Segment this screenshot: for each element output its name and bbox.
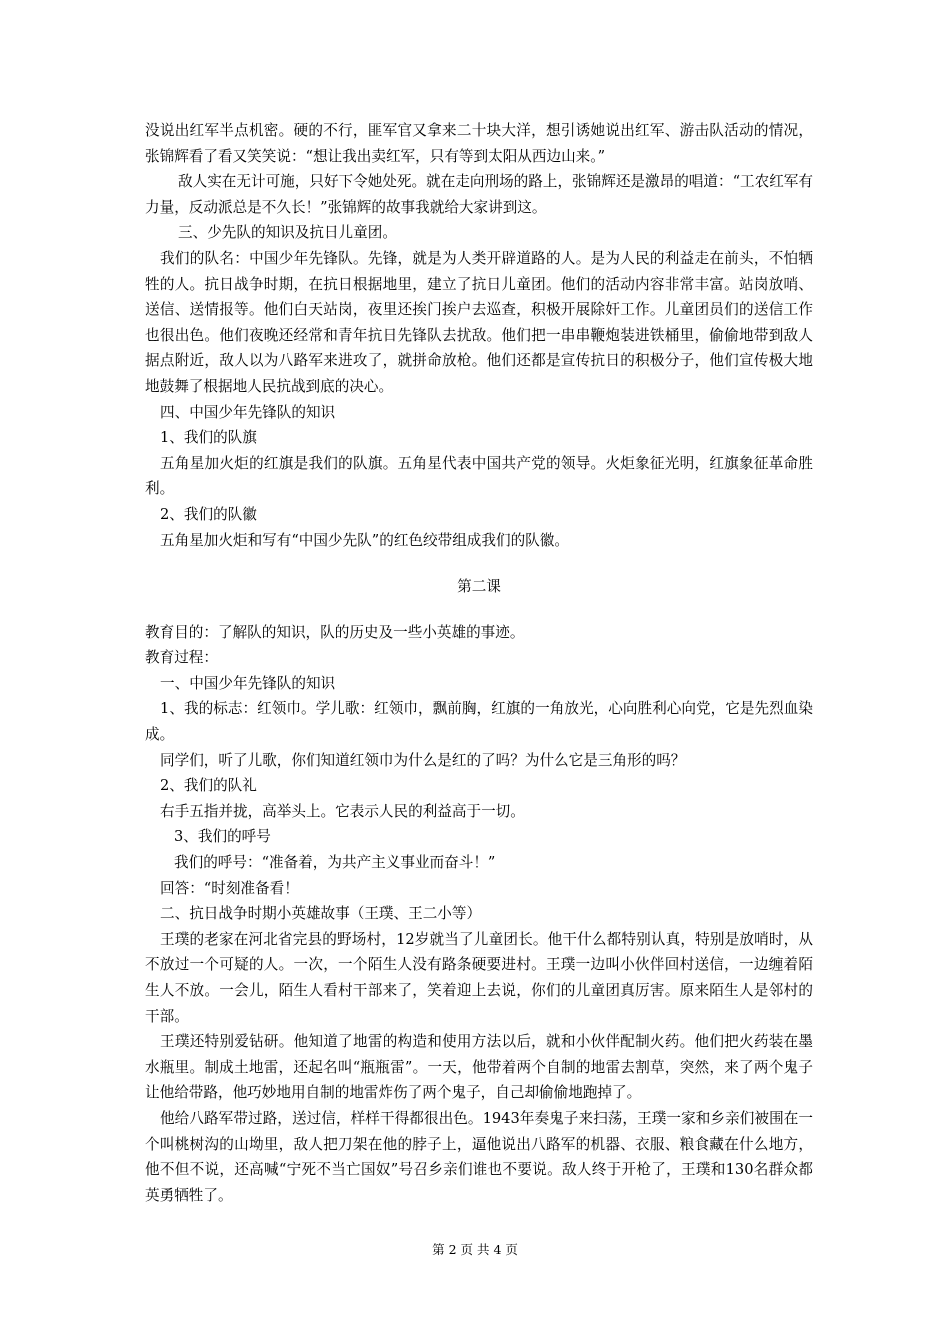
- paragraph: 1、我的标志：红领巾。学儿歌：红领巾，飘前胸，红旗的一角放光，心向胜利心向党，它是先烈血染成。: [145, 700, 813, 744]
- document-body: [145, 118, 813, 1208]
- paragraph: 右手五指并拢，高举头上。它表示人民的利益高于一切。: [160, 802, 525, 820]
- paragraph: 五角星加火炬的红旗是我们的队旗。五角星代表中国共产党的领导。火炬象征光明，红旗象征革命胜利。: [145, 454, 813, 498]
- paragraph: 我们的队名：中国少年先锋队。先锋，就是为人类开辟道路的人。是为人民的利益走在前头，不怕牺牲的人。抗日战争时期，在抗日根据地里，建立了抗日儿童团。他们的活动内容非常丰富。站岗放哨、送信、送情报等。他们白天站岗，夜里还挨门挨户去巡查，积极开展除奸工作。儿童团员们的送信工作也很出色。他们夜晚还经常和青年抗日先锋队去扰敌。他们把一串串鞭炮装进铁桶里，偷偷地带到敌人据点附近，敌人以为八路军来进攻了，就拼命放枪。他们还都是宣传抗日的积极分子，他们宣传极大地地鼓舞了根据地人民抗战到底的决心。: [145, 249, 813, 395]
- sub-heading: 3、我们的呼号: [174, 828, 271, 846]
- section-heading: 一、中国少年先锋队的知识: [160, 674, 336, 692]
- paragraph: 五角星加火炬和写有“中国少先队”的红色绞带组成我们的队徽。: [160, 531, 569, 549]
- paragraph: 没说出红军半点机密。硬的不行，匪军官又拿来二十块大洋，想引诱她说出红军、游击队活动的情况，张锦辉看了看又笑笑说：“想让我出卖红军，只有等到太阳从西边山来。”: [145, 122, 813, 165]
- paragraph: 回答：“时刻准备看！: [160, 879, 299, 897]
- sub-heading: 2、我们的队礼: [160, 777, 257, 795]
- paragraph: 同学们，听了儿歌，你们知道红领巾为什么是红的了吗？为什么它是三角形的吗？: [160, 751, 686, 769]
- paragraph: 王璞的老家在河北省完县的野场村，12岁就当了儿童团长。他干什么都特别认真，特别是放哨时，从不放过一个可疑的人。一次，一个陌生人没有路条硬要进村。王璞一边叫小伙伴回村送信，一边缠着陌生人不放。一会儿，陌生人看村干部来了，笑着迎上去说，你们的儿童团真厉害。原来陌生人是邻村的干部。: [145, 930, 813, 1025]
- sub-heading: 2、我们的队徽: [160, 505, 257, 523]
- lesson-title: 第二课: [457, 578, 501, 596]
- section-heading: 二、抗日战争时期小英雄故事（王璞、王二小等）: [160, 905, 482, 923]
- paragraph: 王璞还特别爱钻研。他知道了地雷的构造和使用方法以后，就和小伙伴配制火药。他们把火药装在墨水瓶里。制成土地雷，还起名叫“瓶瓶雷”。一天，他带着两个自制的地雷去割草，突然，来了两个鬼子让他给带路，他巧妙地用自制的地雷炸伤了两个鬼子，自己却偷偷地跑掉了。: [145, 1033, 813, 1102]
- section-heading: 三、少先队的知识及抗日儿童团。: [178, 224, 397, 242]
- section-heading: 四、中国少年先锋队的知识: [160, 403, 336, 421]
- paragraph: 我们的呼号：“准备着，为共产主义事业而奋斗！”: [174, 854, 496, 872]
- sub-heading: 1、我们的队旗: [160, 429, 257, 447]
- paragraph: 教育目的：了解队的知识，队的历史及一些小英雄的事迹。: [145, 623, 525, 641]
- paragraph: 敌人实在无计可施，只好下令她处死。就在走向刑场的路上，张锦辉还是激昂的唱道：“工农红军有力量，反动派总是不久长！”张锦辉的故事我就给大家讲到这。: [145, 173, 813, 216]
- paragraph: 他给八路军带过路，送过信，样样干得都很出色。1943年奏鬼子来扫荡，王璞一家和乡亲们被围在一个叫桃树沟的山坳里，敌人把刀架在他的脖子上，逼他说出八路军的机器、衣服、粮食藏在什么地方，他不但不说，还高喊“宁死不当亡国奴”号召乡亲们谁也不要说。敌人终于开枪了，王璞和130名群众都英勇牺牲了。: [145, 1109, 813, 1204]
- paragraph: 教育过程：: [145, 649, 218, 667]
- page-footer: 第 2 页 共 4 页: [432, 1242, 518, 1257]
